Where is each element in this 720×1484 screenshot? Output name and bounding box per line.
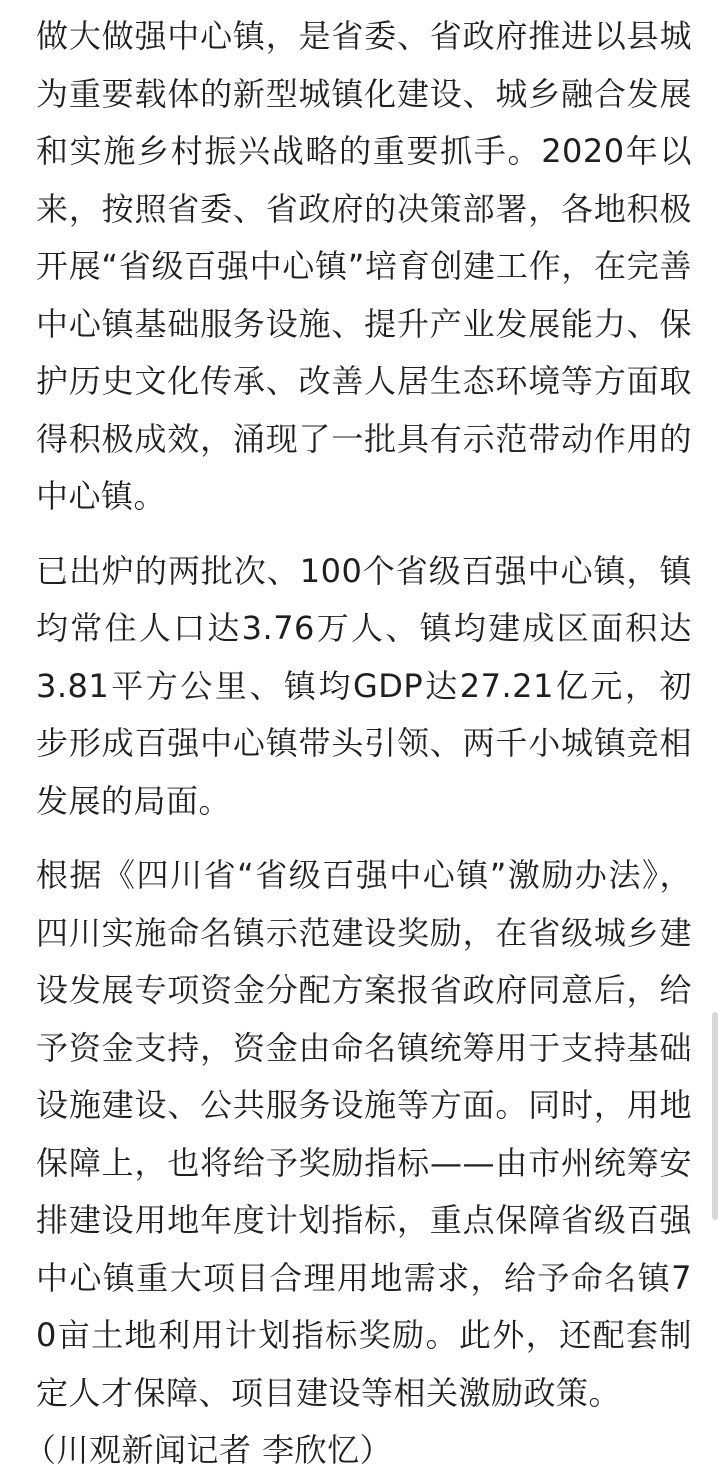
article-paragraph-1: 做大做强中心镇，是省委、省政府推进以县城为重要载体的新型城镇化建设、城乡融合发展和实施乡村振兴战略的重要抓手。2020年以来，按照省委、省政府的决策部署，各地积极开展“省级百强中心镇”培育创建工作，在完善中心镇基础服务设施、提升产业发展能力、保护历史文化传承、改善人居生态环境等方面取得积极成效，涌现了一批具有示范带动作用的中心镇。: [36, 17, 692, 515]
article-paragraph-2: 已出炉的两批次、100个省级百强中心镇，镇均常住人口达3.76万人、镇均建成区面积达3.81平方公里、镇均GDP达27.21亿元，初步形成百强中心镇带头引领、两千小城镇竞相发展的局面。: [36, 551, 692, 820]
reporter-credit: （川观新闻记者 李欣忆）: [24, 1431, 393, 1469]
scrollbar[interactable]: [712, 0, 720, 1484]
scrollbar-thumb[interactable]: [712, 1012, 718, 1220]
article-paragraph-3: 根据《四川省“省级百强中心镇”激励办法》，四川实施命名镇示范建设奖励，在省级城乡建设发展专项资金分配方案报省政府同意后，给予资金支持，资金由命名镇统筹用于支持基础设施建设、公共服务设施等方面。同时，用地保障上，也将给予奖励指标——由市州统筹安排建设用地年度计划指标，重点保障省级百强中心镇重大项目合理用地需求，给予命名镇70亩土地利用计划指标奖励。此外，还配套制定人才保障、项目建设等相关激励政策。: [36, 856, 692, 1412]
article-body: [24, 8, 692, 1480]
